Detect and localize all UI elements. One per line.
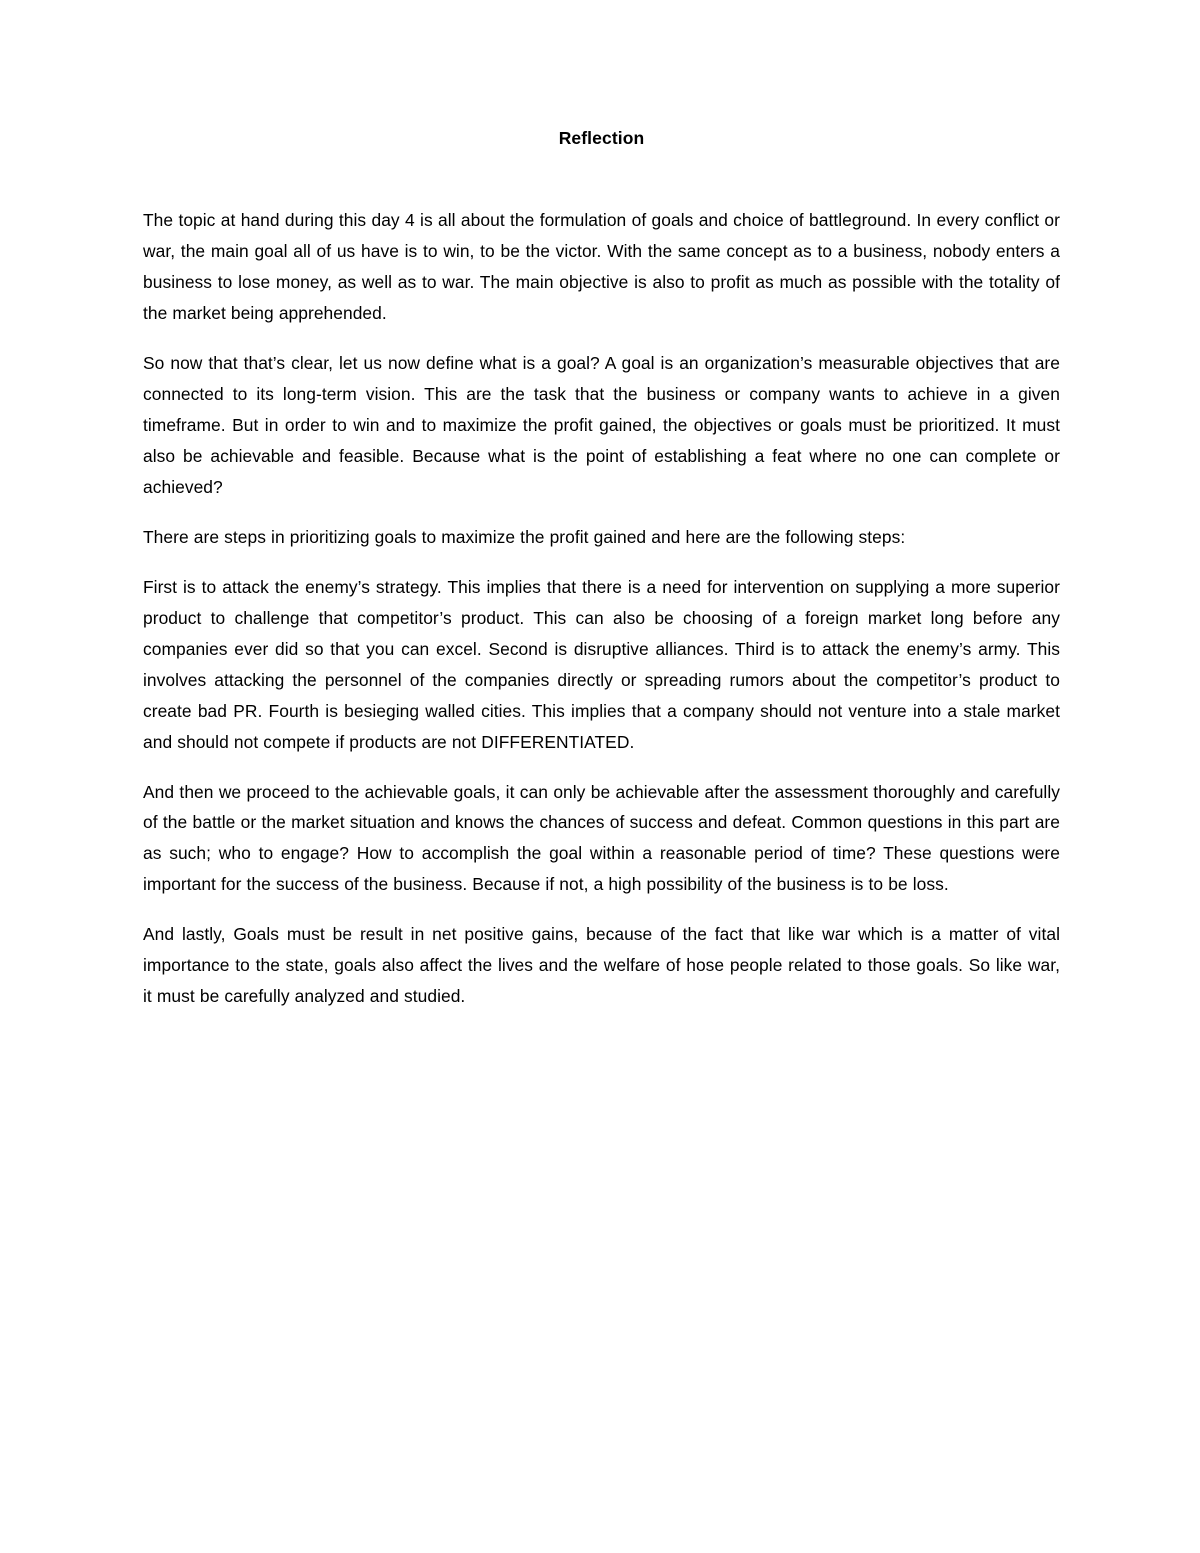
paragraph-net-positive-gains: And lastly, Goals must be result in net positive gains, because of the fact that like war which is a matter of vital importance to the state, goals also affect the lives and the welfare of hose people related to those goals. So like war, it must be carefully analyzed and studied. bbox=[143, 924, 1060, 1007]
title-spacer bbox=[143, 149, 1060, 205]
paragraph-goal-definition: So now that that’s clear, let us now define what is a goal? A goal is an organization’s measurable objectives that are connected to its long-term vision. This are the task that the business or company wants to achieve in a given timeframe. But in order to win and to maximize the profit gained, the objectives or goals must be prioritized. It must also be achievable and feasible. Because what is the point of establishing a feat where no one can complete or achieved? bbox=[143, 352, 1060, 497]
page-title: Reflection bbox=[558, 128, 645, 148]
paragraph-steps-lead-in: There are steps in prioritizing goals to maximize the profit gained and here are the following steps: bbox=[143, 526, 906, 547]
paragraph-intro: The topic at hand during this day 4 is all about the formulation of goals and choice of battleground. In every conflict or war, the main goal all of us have is to win, to be the victor. With the same concept as to a business, nobody enters a business to lose money, as well as to war. The main objective is also to profit as much as possible with the totality of the market being apprehended. bbox=[143, 210, 1060, 323]
paragraph-steps-detail: First is to attack the enemy’s strategy. This implies that there is a need for intervention on supplying a more superior product to challenge that competitor’s product. This can also be choosing of a foreign market long before any companies ever did so that you can excel. Second is disruptive alliances. Third is to attack the enemy’s army. This involves attacking the personnel of the companies directly or spreading rumors about the competitor’s product to create bad PR. Fourth is besieging walled cities. This implies that a company should not venture into a stale market and should not compete if products are not DIFFERENTIATED. bbox=[143, 576, 1060, 752]
paragraph-achievable-goals: And then we proceed to the achievable goals, it can only be achievable after the assessment thoroughly and carefully of the battle or the market situation and knows the chances of success and defeat. Common questions in this part are as such; who to engage? How to accomplish the goal within a reasonable period of time? These questions were important for the success of the business. Because if not, a high possibility of the business is to be loss. bbox=[143, 781, 1060, 895]
document-body bbox=[143, 128, 1060, 1012]
